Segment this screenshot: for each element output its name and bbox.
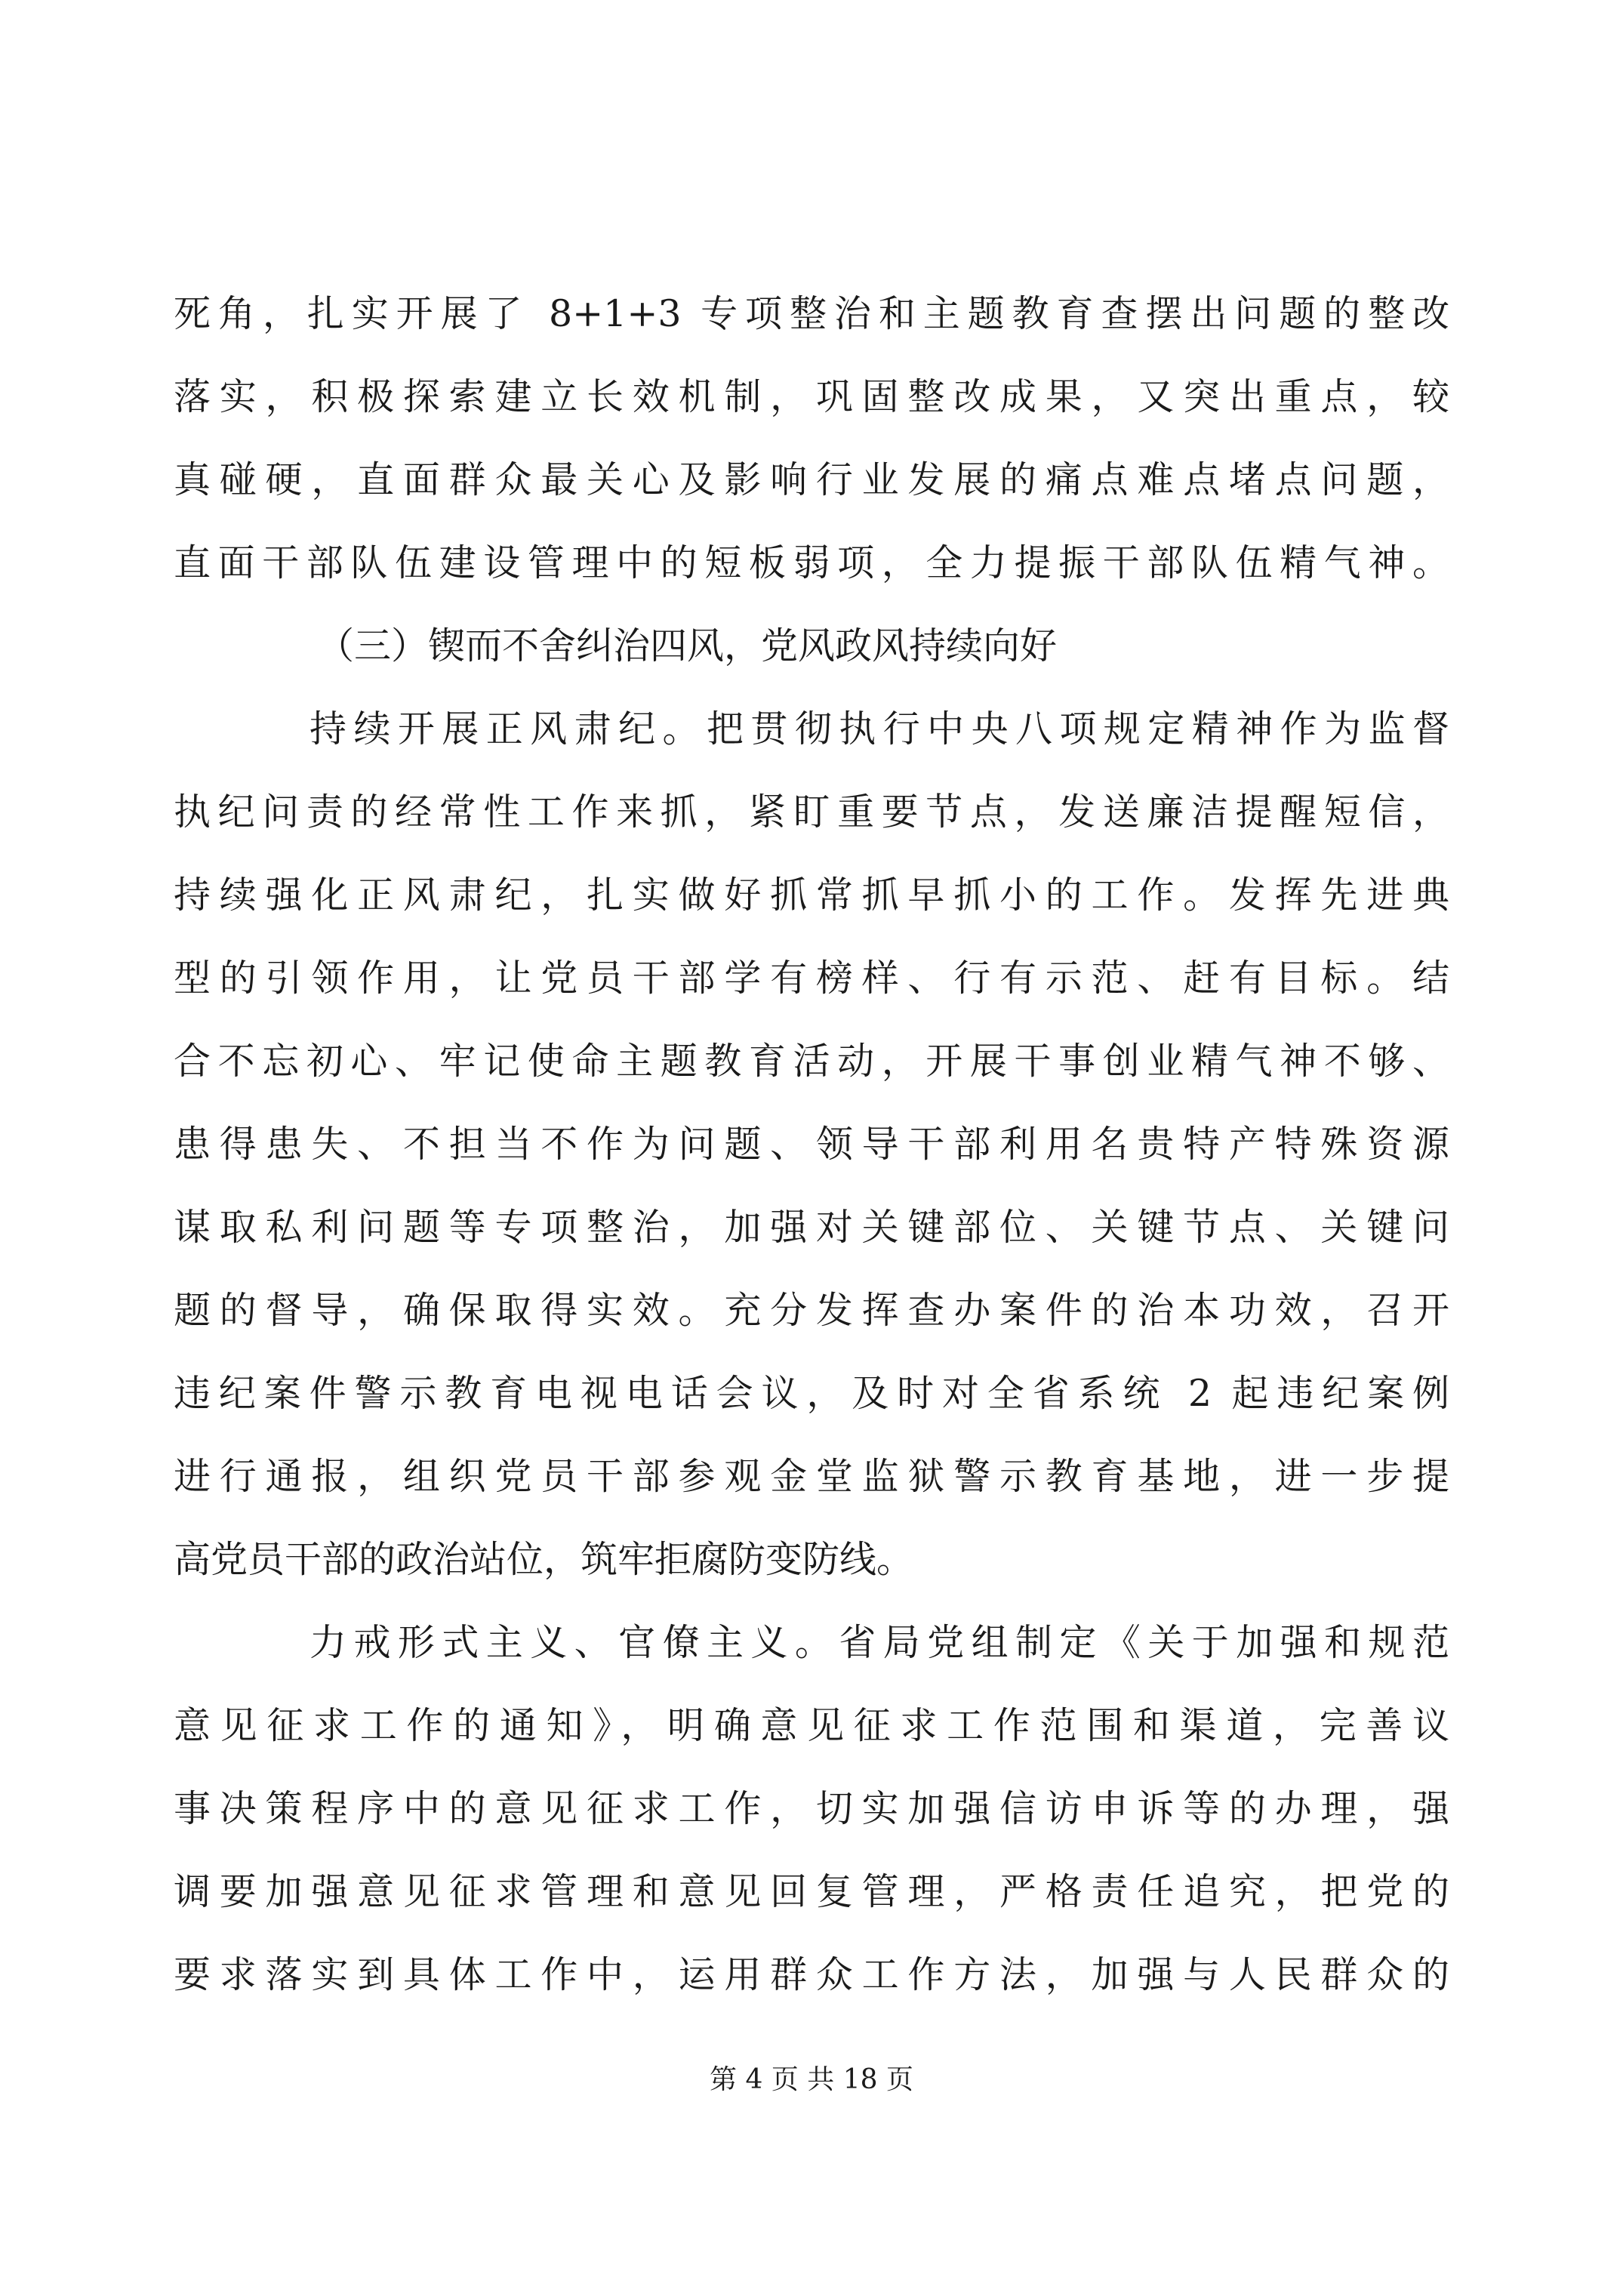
body-line-16: 高党员干部的政治站位，筑牢拒腐防变防线。 xyxy=(174,1538,914,1581)
body-line-1: 死角，扎实开展了 8+1+3 专项整治和主题教育查摆出问题的整改 xyxy=(174,292,1449,335)
body-line-7: 执纪问责的经常性工作来抓，紧盯重要节点，发送廉洁提醒短信， xyxy=(174,791,1449,834)
body-line-13: 题的督导，确保取得实效。充分发挥查办案件的治本功效，召开 xyxy=(174,1289,1449,1332)
body-line-21: 要求落实到具体工作中，运用群众工作方法，加强与人民群众的 xyxy=(174,1953,1449,1996)
section-heading: （三）锲而不舍纠治四风，党风政风持续向好 xyxy=(317,624,1058,667)
body-line-11: 患得患失、不担当不作为问题、领导干部利用名贵特产特殊资源 xyxy=(174,1123,1449,1166)
body-line-15: 进行通报，组织党员干部参观金堂监狱警示教育基地，进一步提 xyxy=(174,1455,1449,1498)
body-line-4: 直面干部队伍建设管理中的短板弱项，全力提振干部队伍精气神。 xyxy=(174,541,1449,584)
body-line-6: 持续开展正风肃纪。把贯彻执行中央八项规定精神作为监督 xyxy=(310,707,1449,750)
body-line-12: 谋取私利问题等专项整治，加强对关键部位、关键节点、关键问 xyxy=(174,1206,1449,1249)
body-line-14: 违纪案件警示教育电视电话会议，及时对全省系统 2 起违纪案例 xyxy=(174,1372,1449,1415)
body-line-19: 事决策程序中的意见征求工作，切实加强信访申诉等的办理，强 xyxy=(174,1787,1449,1830)
body-line-10: 合不忘初心、牢记使命主题教育活动，开展干事创业精气神不够、 xyxy=(174,1040,1449,1083)
body-line-2: 落实，积极探索建立长效机制，巩固整改成果，又突出重点，较 xyxy=(174,375,1449,418)
body-line-9: 型的引领作用，让党员干部学有榜样、行有示范、赶有目标。结 xyxy=(174,957,1449,1000)
body-line-20: 调要加强意见征求管理和意见回复管理，严格责任追究，把党的 xyxy=(174,1870,1449,1913)
page-footer: 第 4 页 共 18 页 xyxy=(710,2064,913,2095)
body-line-17: 力戒形式主义、官僚主义。省局党组制定《关于加强和规范 xyxy=(310,1621,1449,1664)
body-line-3: 真碰硬，直面群众最关心及影响行业发展的痛点难点堵点问题， xyxy=(174,458,1449,501)
body-line-8: 持续强化正风肃纪，扎实做好抓常抓早抓小的工作。发挥先进典 xyxy=(174,874,1449,917)
body-line-18: 意见征求工作的通知》，明确意见征求工作范围和渠道，完善议 xyxy=(174,1704,1449,1747)
